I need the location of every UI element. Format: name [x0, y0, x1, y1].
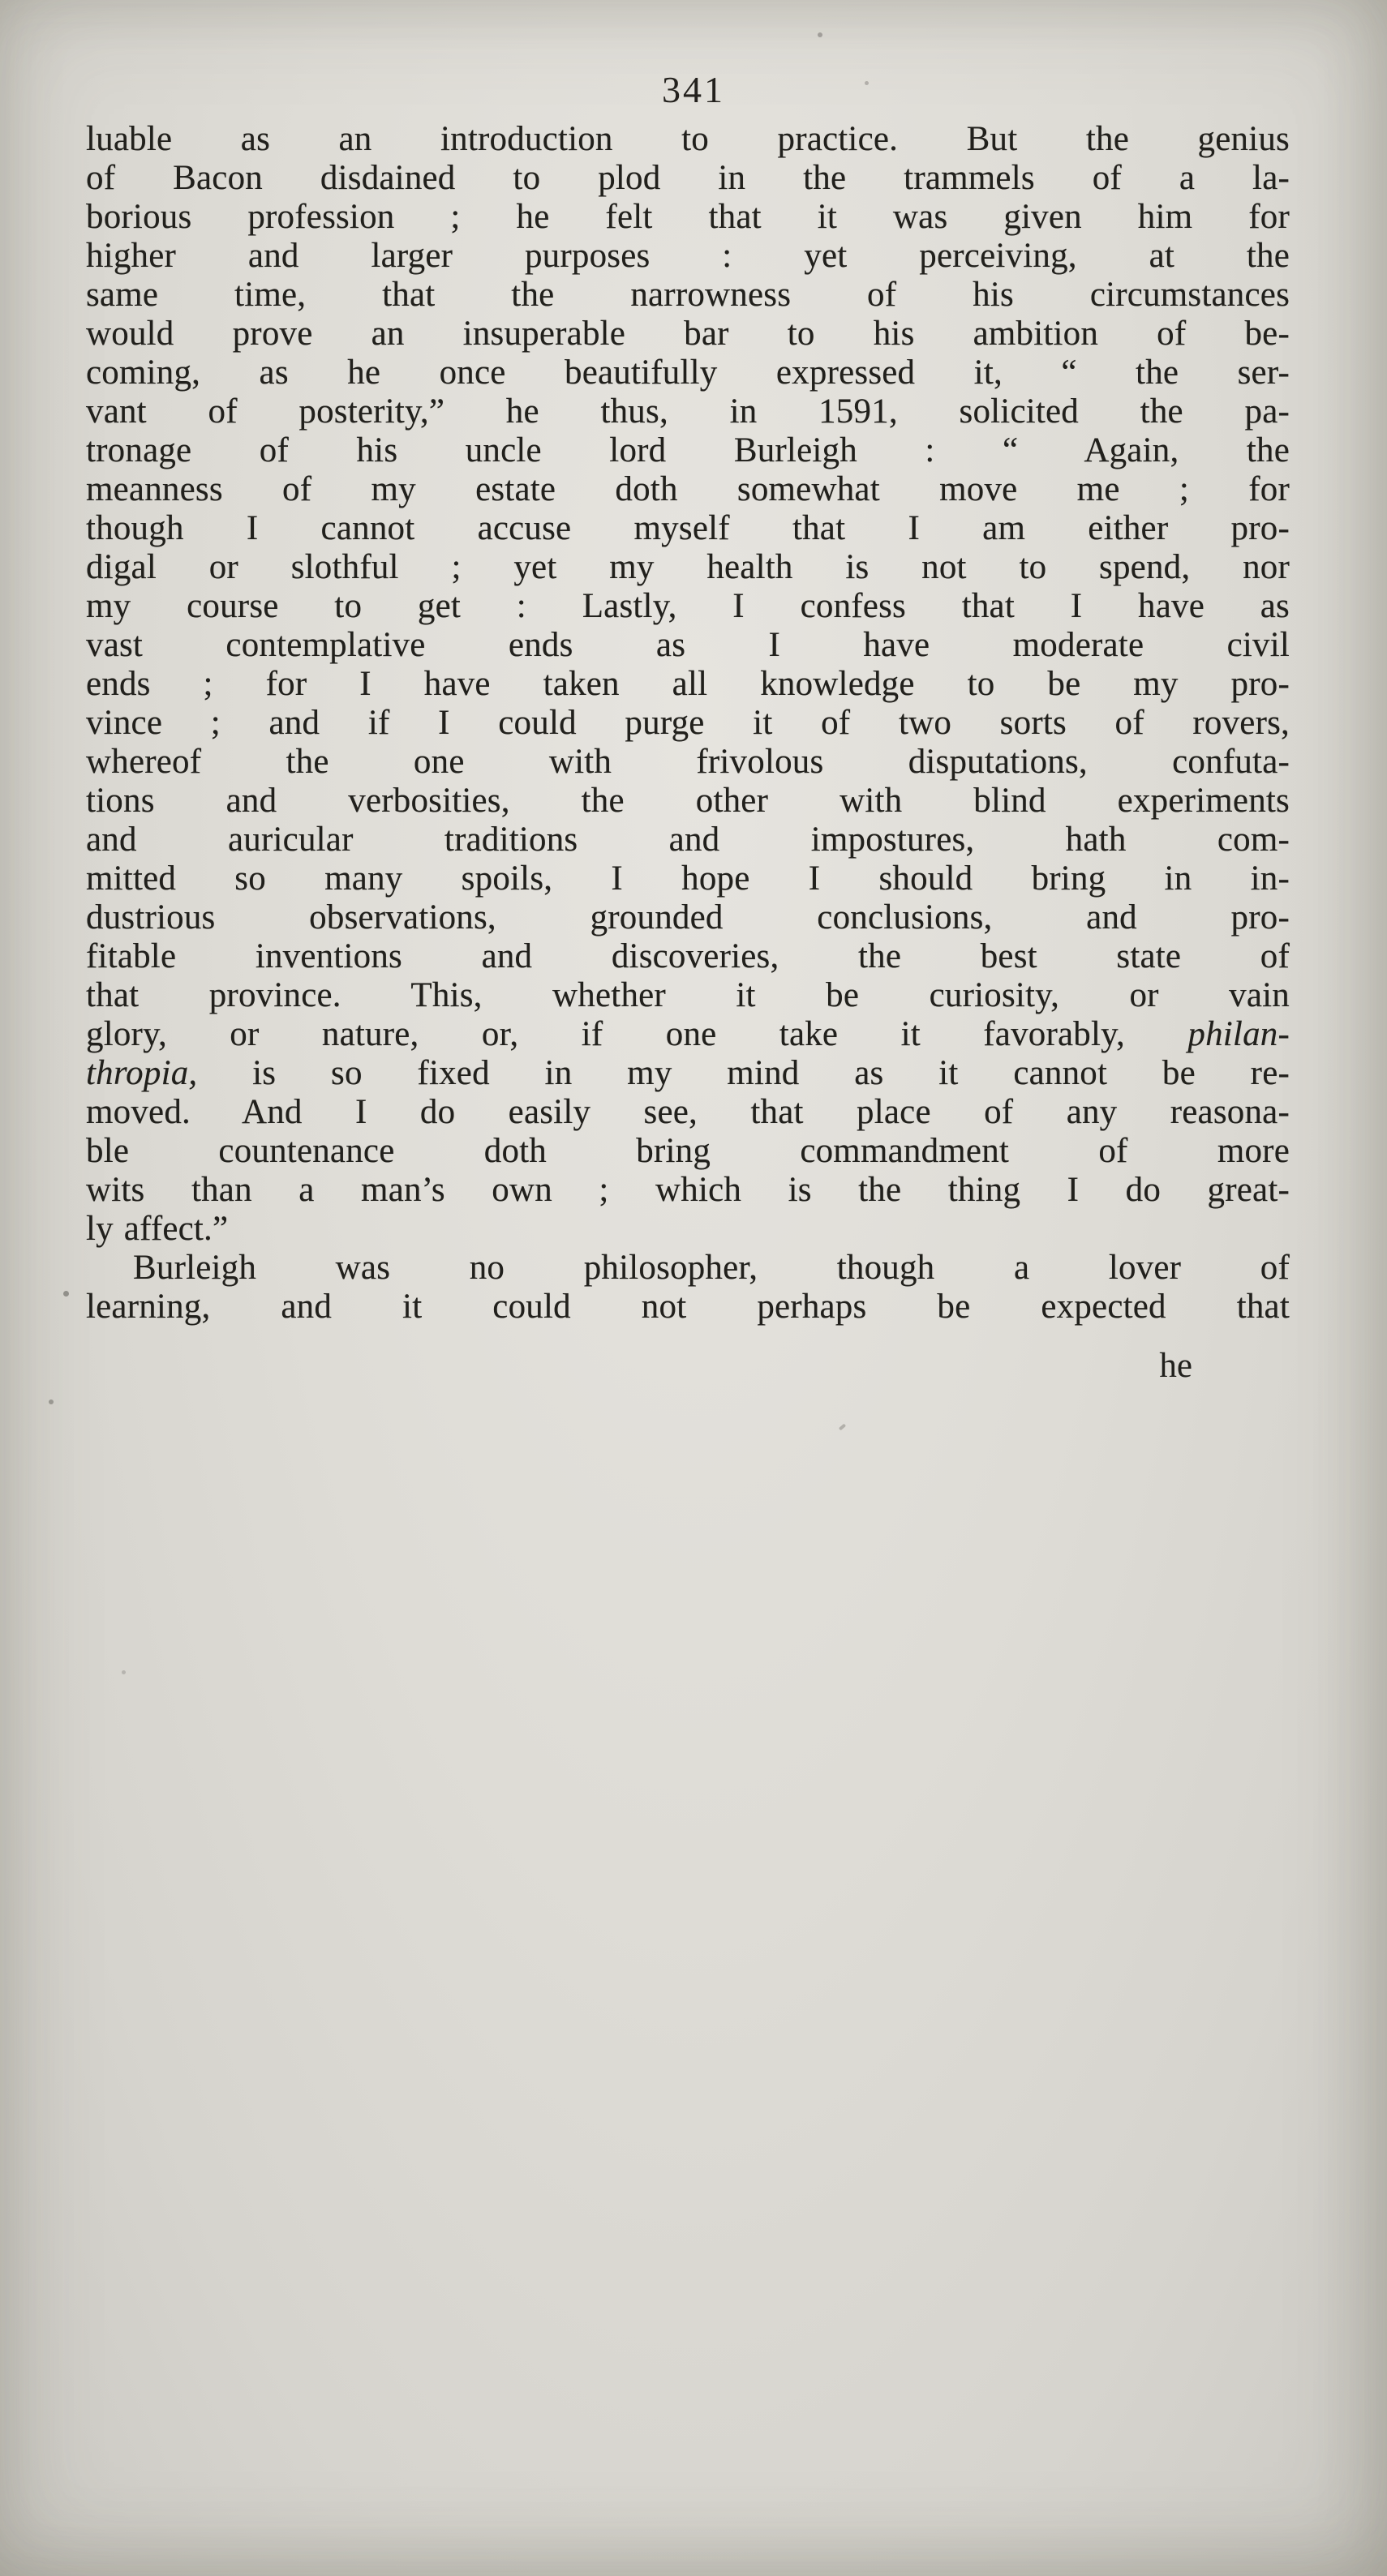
- text-line: of Bacon disdained to plod in the trammels of a la-: [86, 159, 1290, 197]
- text-line: wits than a man’s own ; which is the thing I do great-: [86, 1171, 1290, 1209]
- text-line: tronage of his uncle lord Burleigh : “ Again, the: [86, 431, 1290, 469]
- scan-speck: [63, 1291, 69, 1297]
- text-line: vast contemplative ends as I have moderate civil: [86, 626, 1290, 664]
- text-line: though I cannot accuse myself that I am either pro-: [86, 509, 1290, 547]
- scan-speck: [865, 81, 869, 85]
- scan-speck: [122, 1670, 126, 1674]
- text-line: digal or slothful ; yet my health is not to spend, nor: [86, 548, 1290, 586]
- text-line: Burleigh was no philosopher, though a lover of: [133, 1249, 1290, 1287]
- text-line: glory, or nature, or, if one take it favorably, philan-: [86, 1015, 1290, 1053]
- text-line: that province. This, whether it be curiosity, or vain: [86, 976, 1290, 1014]
- text-line: borious profession ; he felt that it was given him for: [86, 198, 1290, 236]
- text-line: tions and verbosities, the other with blind experiments: [86, 782, 1290, 820]
- text-line: vant of posterity,” he thus, in 1591, solicited the pa-: [86, 392, 1290, 431]
- text-line: dustrious observations, grounded conclusions, and pro-: [86, 898, 1290, 937]
- text-line: vince ; and if I could purge it of two sorts of rovers,: [86, 704, 1290, 742]
- text-line: would prove an insuperable bar to his ambition of be-: [86, 315, 1290, 353]
- scan-speck: [839, 1424, 846, 1431]
- text-line: same time, that the narrowness of his circumstances: [86, 276, 1290, 314]
- text-line: fitable inventions and discoveries, the best state of: [86, 937, 1290, 975]
- catchword: he: [1159, 1347, 1192, 1385]
- text-line: and auricular traditions and impostures, hath com-: [86, 821, 1290, 859]
- scan-speck: [49, 1399, 54, 1404]
- page-number: 341: [662, 69, 725, 110]
- text-line: moved. And I do easily see, that place of any reasona-: [86, 1093, 1290, 1131]
- text-line: ends ; for I have taken all knowledge to be my pro-: [86, 665, 1290, 703]
- text-line: coming, as he once beautifully expressed it, “ the ser-: [86, 354, 1290, 392]
- text-line: higher and larger purposes : yet perceiving, at the: [86, 237, 1290, 275]
- text-line: ble countenance doth bring commandment of more: [86, 1132, 1290, 1170]
- text-line: luable as an introduction to practice. But the genius: [86, 120, 1290, 158]
- text-line: whereof the one with frivolous disputations, confuta-: [86, 743, 1290, 781]
- text-line: ly affect.”: [86, 1210, 229, 1248]
- text-line: my course to get : Lastly, I confess that I have as: [86, 587, 1290, 625]
- body-text: [86, 120, 1290, 1327]
- text-line: learning, and it could not perhaps be expected that: [86, 1288, 1290, 1326]
- scan-speck: [818, 32, 822, 37]
- text-line: meanness of my estate doth somewhat move me ; for: [86, 470, 1290, 508]
- text-line: mitted so many spoils, I hope I should bring in in-: [86, 859, 1290, 898]
- text-line: thropia, is so fixed in my mind as it cannot be re-: [86, 1054, 1290, 1092]
